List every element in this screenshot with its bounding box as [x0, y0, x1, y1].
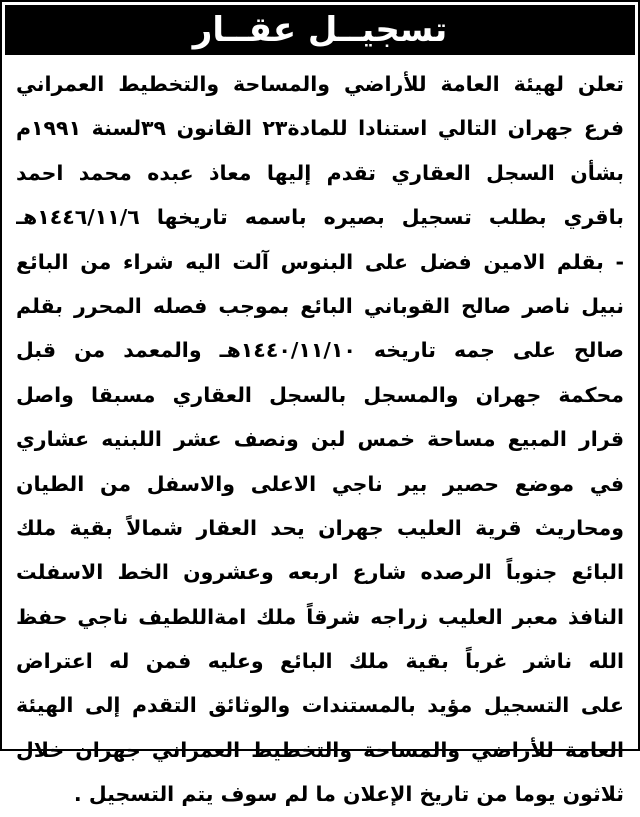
notice-line: بشأن السجل العقاري تقدم إليها معاذ عبده محمد احمد: [16, 160, 624, 185]
notice-line: النافذ معبر العليب زراجه شرقاً ملك امةاللطيف ناجي حفظ: [16, 604, 624, 629]
notice-body: [16, 62, 624, 817]
notice-line: الله ناشر غرباً بقية ملك البائع وعليه فمن له اعتراض: [16, 649, 624, 674]
notice-line: نبيل ناصر صالح القوباني البائع بموجب فصله المحرر بقلم: [16, 293, 624, 318]
notice-line: باقري بطلب تسجيل بصيره باسمه تاريخها ١٤٤٦/١١/٦هـ: [16, 205, 624, 230]
notice-line: محكمة جهران والمسجل بالسجل العقاري مسبقا واصل: [16, 382, 624, 407]
title-banner: [5, 5, 635, 55]
notice-line: صالح على جمه تاريخه ١٤٤٠/١١/١٠هـ والمعمد من قبل: [16, 338, 624, 363]
notice-line: فرع جهران التالي استنادا للمادة٢٣ القانون ٣٩لسنة ١٩٩١م: [16, 116, 624, 141]
notice-line: ومحاريث قرية العليب جهران يحد العقار شمالاً بقية ملك: [16, 515, 624, 540]
notice-line: ثلاثون يوما من تاريخ الإعلان ما لم سوف يتم التسجيل .: [73, 782, 624, 807]
notice-line: على التسجيل مؤيد بالمستندات والوثائق التقدم إلى الهيئة: [16, 693, 624, 718]
notice-line: العامة للأراضي والمساحة والتخطيط العمراني جهران خلال: [16, 737, 624, 762]
notice-line: تعلن لهيئة العامة للأراضي والمساحة والتخطيط العمراني: [16, 72, 624, 96]
notice-line: في موضع حصير بير ناجي الاعلى والاسفل من الطيان: [16, 471, 624, 496]
notice-line: البائع جنوباً الرصده شارع اربعه وعشرون الخط الاسفلت: [16, 560, 624, 585]
notice-line: - بقلم الامين فضل على البنوس آلت اليه شراء من البائع: [16, 249, 624, 274]
notice-line: قرار المبيع مساحة خمس لبن ونصف عشر اللبنيه عشاري: [16, 427, 624, 452]
notice-title: تسجيــل عقــار: [192, 10, 448, 50]
